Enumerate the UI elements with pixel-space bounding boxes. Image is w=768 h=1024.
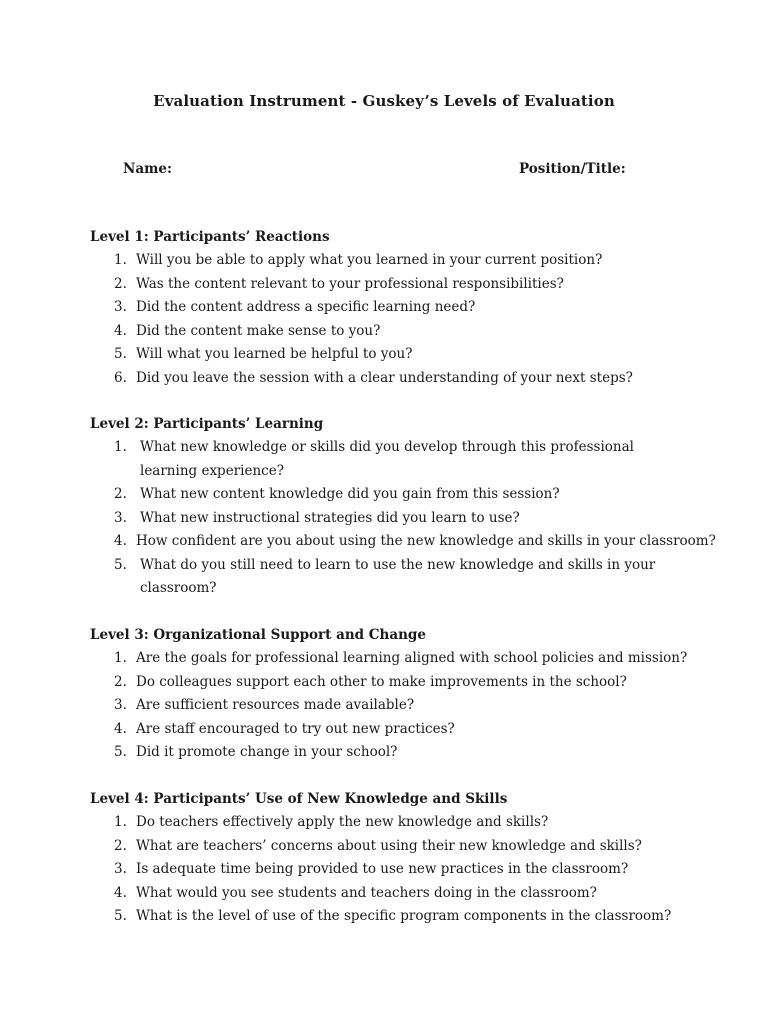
level-1-heading: Level 1: Participants’ Reactions — [90, 229, 330, 245]
list-item — [90, 671, 690, 695]
list-item — [90, 694, 690, 718]
list-item — [90, 530, 716, 554]
question-text: Are sufficient resources made available? — [136, 697, 415, 713]
list-item — [90, 718, 690, 742]
question-text: How confident are you about using the new knowledge and skills in your classroom? — [136, 533, 716, 549]
list-item — [90, 858, 690, 882]
question-text: Will you be able to apply what you learned in your current position? — [136, 252, 603, 268]
list-item — [90, 905, 690, 929]
question-number: 5. — [114, 908, 127, 924]
question-text: What do you still need to learn to use the new knowledge and skills in your classroom? — [140, 556, 656, 596]
level-3-question-list — [90, 647, 690, 765]
question-number: 5. — [114, 744, 127, 760]
level-3-section — [90, 623, 690, 765]
list-item — [90, 273, 690, 297]
question-text: Was the content relevant to your professional responsibilities? — [136, 275, 564, 292]
question-text: Do colleagues support each other to make improvements in the school? — [136, 673, 627, 690]
level-3-heading: Level 3: Organizational Support and Change — [90, 627, 426, 643]
question-number: 2. — [114, 275, 127, 292]
list-item — [90, 882, 690, 906]
question-text: Did you leave the session with a clear understanding of your next steps? — [136, 369, 633, 386]
question-number: 2. — [114, 673, 127, 690]
question-number: 3. — [114, 299, 127, 315]
question-text: What new instructional strategies did you learn to use? — [140, 509, 520, 526]
level-2-question-list — [90, 436, 716, 601]
question-number: 4. — [114, 884, 127, 901]
question-text: What are teachers’ concerns about using their new knowledge and skills? — [136, 837, 642, 854]
list-item — [90, 811, 690, 835]
position-title-label: Position/Title: — [519, 161, 626, 177]
question-number: 3. — [114, 861, 127, 877]
question-text: What new content knowledge did you gain from this session? — [140, 486, 560, 502]
question-text: What new knowledge or skills did you develop through this professional learning experience? — [140, 439, 634, 479]
list-item — [90, 647, 690, 671]
list-item — [90, 507, 690, 531]
level-1-question-list — [90, 249, 690, 390]
question-number: 5. — [114, 556, 127, 573]
list-item — [90, 343, 690, 367]
level-4-question-list — [90, 811, 690, 929]
question-text: Are the goals for professional learning aligned with school policies and mission? — [136, 650, 688, 666]
question-number: 2. — [114, 486, 127, 502]
name-label: Name: — [123, 161, 172, 177]
question-text: Did the content make sense to you? — [136, 322, 381, 339]
question-number: 3. — [114, 509, 127, 526]
question-number: 5. — [114, 346, 127, 362]
question-number: 4. — [114, 533, 127, 549]
question-text: Is adequate time being provided to use new practices in the classroom? — [136, 861, 629, 877]
question-number: 3. — [114, 697, 127, 713]
list-item — [90, 483, 690, 507]
list-item — [90, 835, 690, 859]
question-text: What is the level of use of the specific program components in the classroom? — [136, 908, 672, 924]
level-2-section — [90, 412, 716, 601]
list-item — [90, 296, 690, 320]
list-item — [90, 367, 690, 391]
level-4-heading: Level 4: Participants’ Use of New Knowledge and Skills — [90, 791, 508, 807]
question-number: 4. — [114, 322, 127, 339]
list-item — [90, 249, 690, 273]
question-number: 6. — [114, 369, 127, 386]
question-number: 1. — [114, 814, 127, 830]
question-number: 2. — [114, 837, 127, 854]
level-1-section — [90, 225, 690, 390]
question-number: 1. — [114, 650, 127, 666]
question-text: What would you see students and teachers doing in the classroom? — [136, 884, 597, 901]
question-number: 1. — [114, 439, 127, 455]
question-text: Do teachers effectively apply the new knowledge and skills? — [136, 814, 549, 830]
list-item — [90, 436, 670, 483]
question-number: 4. — [114, 720, 127, 737]
question-text: Are staff encouraged to try out new practices? — [136, 720, 455, 737]
list-item — [90, 554, 670, 601]
level-2-heading: Level 2: Participants’ Learning — [90, 416, 324, 432]
level-4-section — [90, 787, 690, 929]
question-number: 1. — [114, 252, 127, 268]
question-text: Did the content address a specific learning need? — [136, 299, 476, 315]
list-item — [90, 741, 690, 765]
document-title: Evaluation Instrument - Guskey’s Levels of Evaluation — [153, 92, 615, 110]
list-item — [90, 320, 690, 344]
question-text: Will what you learned be helpful to you? — [136, 346, 413, 362]
question-text: Did it promote change in your school? — [136, 744, 398, 760]
